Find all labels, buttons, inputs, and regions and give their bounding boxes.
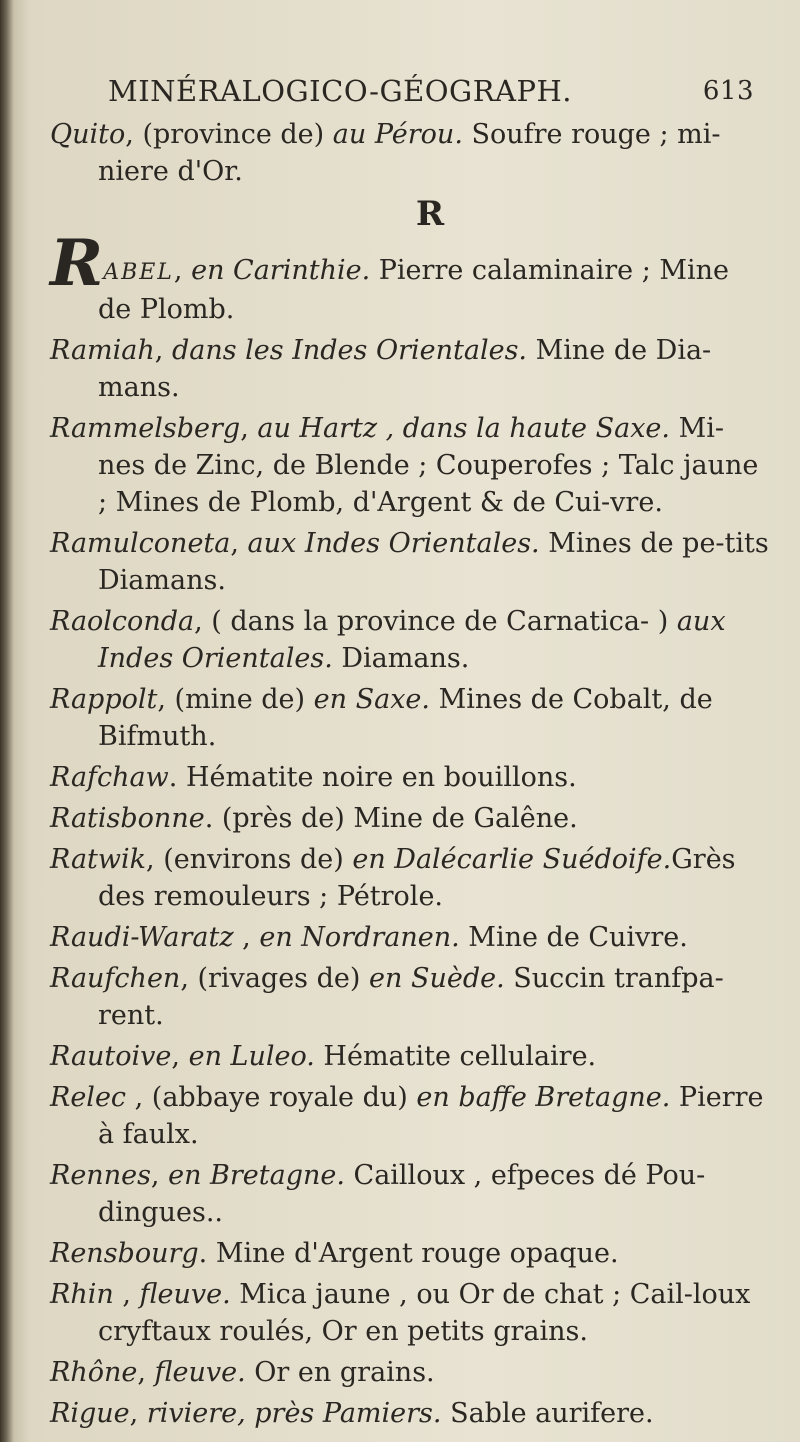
entry-text: Mine de Cuivre. [459,922,688,953]
entry-text: Mine d'Argent rouge opaque. [215,1238,619,1269]
entry-place: (province de) [142,119,325,150]
entry [50,1395,770,1432]
entry-place-italic: riviere, près Pamiers. [146,1398,442,1429]
entry [50,1157,770,1231]
entry-place-italic: fleuve. [139,1279,231,1310]
page-number: 613 [702,76,754,106]
entry-separator: , [230,528,248,559]
entry-name: Rafchaw [50,762,169,793]
entry [50,332,770,406]
entry [50,960,770,1034]
entry-separator: , [154,335,172,366]
entry-place-italic: au Pérou. [324,119,463,150]
entry-name: Rautoive [50,1041,172,1072]
entry-separator: , [240,413,258,444]
entry-name: Rhin [50,1279,114,1310]
entry-name: Raufchen [50,963,181,994]
entry-text: Diamans. [332,643,470,674]
entry-place-italic: en Dalécarlie Suédoife. [343,844,672,875]
entry-place-italic: en Luleo. [188,1041,315,1072]
entry-place-italic: en Carinthie. [191,255,371,286]
entry-separator: , [113,1279,140,1310]
entry-place: (abbaye royale du) [151,1082,408,1113]
entry [50,116,770,190]
entry-name: Ratisbonne [50,803,205,834]
entry-separator: , [194,606,212,637]
entry-place-italic: dans les Indes Orientales. [171,335,528,366]
entry-text: Pierre à faulx. [98,1082,764,1150]
entry-text: Cailloux , efpeces dé Pou-dingues.. [98,1160,706,1228]
entry-text: Mica jaune , ou Or de chat ; Cail-loux cryftaux roulés, Or en petits grains. [98,1279,751,1347]
entry-text: Hématite noire en bouillons. [185,762,577,793]
entry-text: Mi-nes de Zinc, de Blende ; Couperofes ; Talc jaune ; Mines de Plomb, d'Argent & de Cui-vre. [98,413,759,518]
entry-separator: . [198,1238,216,1269]
entry [50,681,770,755]
entry-text: Sable aurifere. [441,1398,654,1429]
entry-separator: , [129,1398,147,1429]
entry [50,1079,770,1153]
entry-name: Rennes [50,1160,151,1191]
entry-name: Ramiah [50,335,155,366]
entry [50,841,770,915]
entry-place-italic: en Saxe. [305,684,430,715]
drop-cap: R [50,226,104,301]
entry-text: Pierre calaminaire ; Mine de Plomb. [98,255,730,325]
entry-list [50,116,770,1436]
entry [50,1235,770,1272]
running-head [108,74,760,108]
entry-place-italic: fleuve. [154,1357,246,1388]
entry [50,759,770,796]
entry-name: Raudi-Waratz [50,922,234,953]
entry-name: Rensbourg [50,1238,199,1269]
entry-name: ABEL [103,260,174,285]
entry-separator: , [157,684,175,715]
entry-place-italic: aux Indes Orientales. [247,528,540,559]
entry-name: Rigue [50,1398,130,1429]
entry-separator: . [168,762,186,793]
entry [50,1038,770,1075]
entry [50,1276,770,1350]
entry-place: (environs de) [163,844,344,875]
entry-name: Rappolt [50,684,158,715]
entry-separator: , [126,1082,152,1113]
entry-separator: , [150,1160,169,1191]
entry-separator: , [171,1041,189,1072]
entry-name: Quito [50,119,126,150]
entry-place: (mine de) [174,684,306,715]
entry-place-italic: au Hartz , dans la haute Saxe. [257,413,670,444]
entry-place-italic: en Suède. [360,963,505,994]
entry-name: Ratwik [50,844,147,875]
entry-separator: , [173,255,192,286]
entry [50,525,770,599]
entry [50,410,770,521]
entry-place-italic: en Bretagne. [168,1160,345,1191]
entry-name: Raolconda [50,606,195,637]
entry [50,603,770,677]
entry-text: Soufre rouge ; mi-niere d'Or. [98,119,721,187]
entry-separator: . [204,803,222,834]
entry-separator: , [180,963,198,994]
entry-separator: , [125,119,143,150]
entry-text: Mines de pe-tits Diamans. [98,528,769,596]
entry-place-italic: en baffe Bretagne. [407,1082,671,1113]
entry-text: Succin tranfpa-rent. [98,963,724,1031]
entry [50,1354,770,1391]
entry [50,800,770,837]
entry [50,226,770,328]
entry-text: (près de) Mine de Galêne. [221,803,578,834]
entry-name: Ramulconeta [50,528,231,559]
entry-text: Mine de Dia-mans. [98,335,712,403]
entry-name: Rammelsberg [50,413,241,444]
section-letter: R [415,194,445,234]
entry-place: ( dans la province de Carnatica- ) [211,606,669,637]
entry [50,919,770,956]
entry-place-italic: en Nordranen. [259,922,460,953]
entry-text: Hématite cellulaire. [314,1041,597,1072]
entry-text: Grès des remouleurs ; Pétrole. [98,844,736,912]
entry-name: Rhône [50,1357,138,1388]
entry-separator: , [233,922,260,953]
entry-name: Relec [50,1082,127,1113]
entry-separator: , [137,1357,155,1388]
entry-separator: , [146,844,164,875]
entry-text: Or en grains. [245,1357,435,1388]
page-title: MINÉRALOGICO-GÉOGRAPH. [108,74,573,108]
entry-place: (rivages de) [197,963,361,994]
entry-place-italic: aux Indes Orientales. [98,606,726,674]
entry-text: Mines de Cobalt, de Bifmuth. [98,684,713,752]
